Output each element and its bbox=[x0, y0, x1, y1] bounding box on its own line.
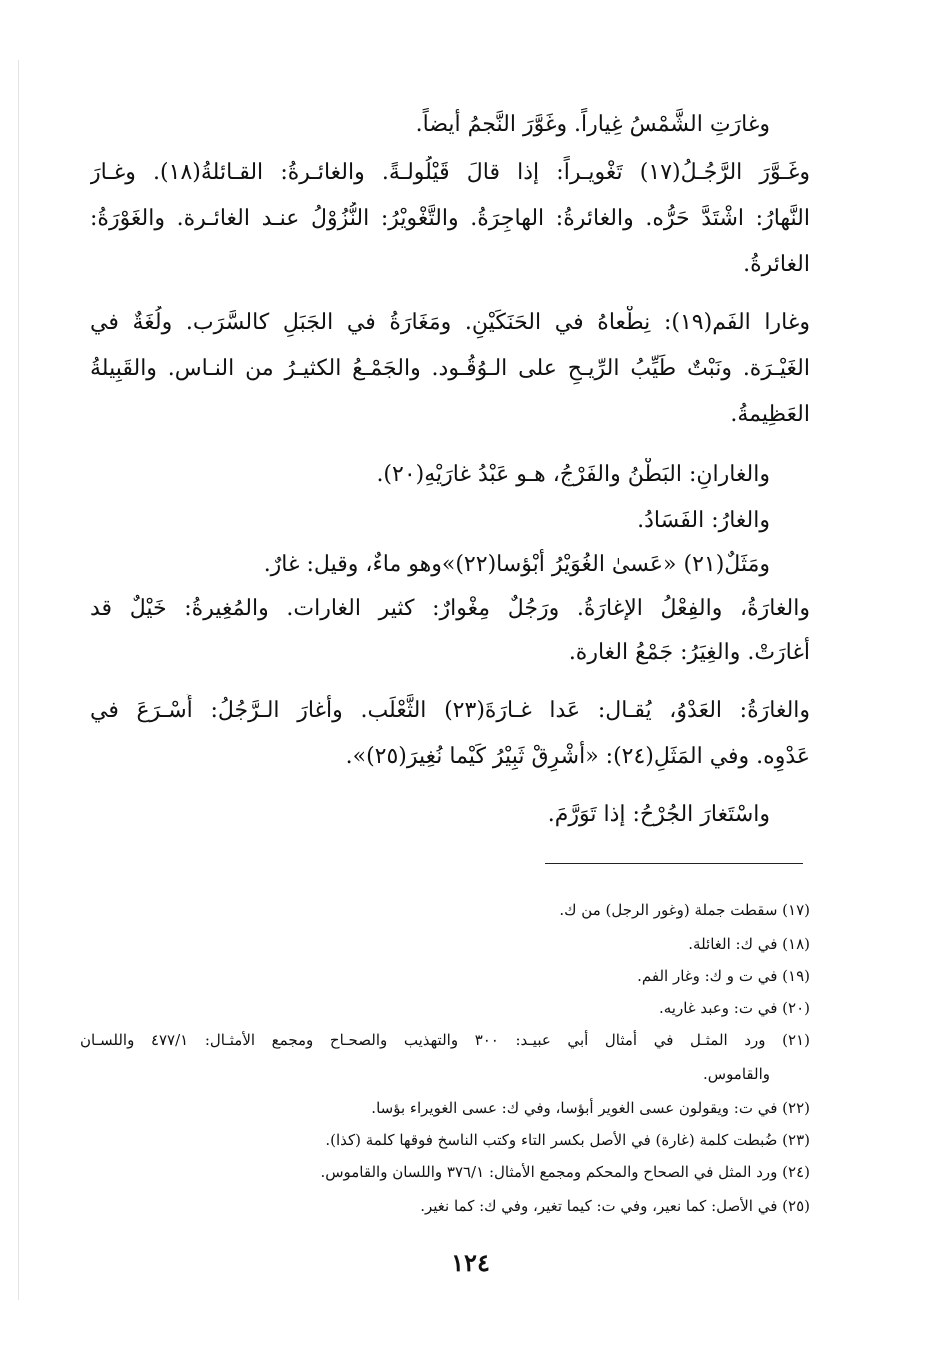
text-line: والغارُ: الفَسَادُ. bbox=[637, 508, 770, 533]
footnote: (٢٥) في الأصل: كما نعير، وفي ت: كيما تغير، وفي ك: كما نغير. bbox=[420, 1197, 810, 1215]
footnote-separator bbox=[545, 863, 803, 864]
text-line: واسْتَغارَ الجُرْحُ: إذا تَوَرَّمَ. bbox=[547, 802, 770, 827]
scan-edge-line bbox=[18, 60, 19, 1300]
footnote: (١٨) في ك: الغائلة. bbox=[688, 935, 810, 953]
text-line: وغَـوَّرَ الرَّجُـلُ(١٧) تَغْويـراً: إذا قالَ قَيْلُولـةً. والغائـرةُ: القـائلةُ(١٨). وغـارَ bbox=[90, 160, 810, 185]
text-line: وغارَتِ الشَّمْسُ غِياراً. وغَوَّرَ النَّجمُ أيضاً. bbox=[415, 112, 770, 137]
footnote: (١٩) في ت و ك: وغار الفم. bbox=[637, 967, 810, 985]
text-line: والغارَةُ، والفِعْلُ الإغارَةُ. ورَجُلٌ مِغْوارٌ: كثير الغارات. والمُغِيرةُ: خَيْلٌ قد bbox=[90, 596, 810, 621]
text-line: والغارانِ: البَطْنُ والفَرْجُ، هـو عَبْدُ غارَيْهِ(٢٠). bbox=[376, 462, 770, 487]
footnote: (٢٢) في ت: ويقولون عسى الغوير أبؤسا، وفي ك: عسى الغويراء بؤسا. bbox=[371, 1099, 810, 1117]
page-number: ١٢٤ bbox=[451, 1248, 490, 1277]
footnote: (٢١) ورد المثـل في أمثال أبي عبيـد: ٣٠٠ والتهذيب والصحـاح ومجمع الأمثـال: ٤٧٧/١ واللسـان bbox=[80, 1031, 810, 1049]
text-line: عَدْوِه. وفي المَثَلِ(٢٤): «أشْرِقْ ثَبِيْرُ كَيْما نُغِيرَ(٢٥)». bbox=[345, 744, 810, 769]
text-line: أغارَتْ. والغِيَرُ: جَمْعُ الغارة. bbox=[568, 640, 810, 665]
text-line: ومَثَلٌ(٢١) «عَسىٰ الغُوَيْرُ أبْؤسا(٢٢)»وهو ماءٌ، وقيل: غارٌ. bbox=[263, 552, 770, 577]
text-line: الغائرةُ. bbox=[743, 252, 810, 277]
text-line: النَّهارُ: اشْتَدَّ حَرُّه. والغائرةُ: الهاجِرَةُ. والتَّغْويْرُ: النُّزُوْلُ عنـد الغائـرة. والغَوْرَةُ: bbox=[90, 206, 810, 231]
text-line: العَظِيمةُ. bbox=[730, 402, 810, 427]
footnote: (٢٣) ضُبطت كلمة (غارة) في الأصل بكسر التاء وكتب الناسخ فوقها كلمة (كذا). bbox=[325, 1131, 810, 1149]
footnote: (١٧) سقطت جملة (وغور الرجل) من ك. bbox=[559, 901, 810, 919]
footnote: (٢٤) ورد المثل في الصحاح والمحكم ومجمع الأمثال: ٣٧٦/١ واللسان والقاموس. bbox=[320, 1163, 810, 1181]
text-line: الغَيْـرَة. ونَبْتٌ طَيِّبُ الرِّيـحِ على الـوُقُـود. والجَمْـعُ الكثيـرُ من النـاس. والقَبِيلةُ bbox=[90, 356, 810, 381]
footnote-continuation: والقاموس. bbox=[702, 1065, 770, 1083]
text-line: وغارا الفَم(١٩): نِطْعاهُ في الحَنَكَيْنِ. ومَغَارَةُ في الجَبَلِ كالسَّرَب. ولُغَةٌ في bbox=[90, 310, 810, 335]
text-line: والغارَةُ: العَدْوُ، يُقـال: عَدا غـارَةَ(٢٣) الثَّعْلَب. وأغارَ الـرَّجُلُ: أَسْـرَعَ في bbox=[90, 698, 810, 723]
footnote: (٢٠) في ت: وعبد غاريه. bbox=[659, 999, 810, 1017]
